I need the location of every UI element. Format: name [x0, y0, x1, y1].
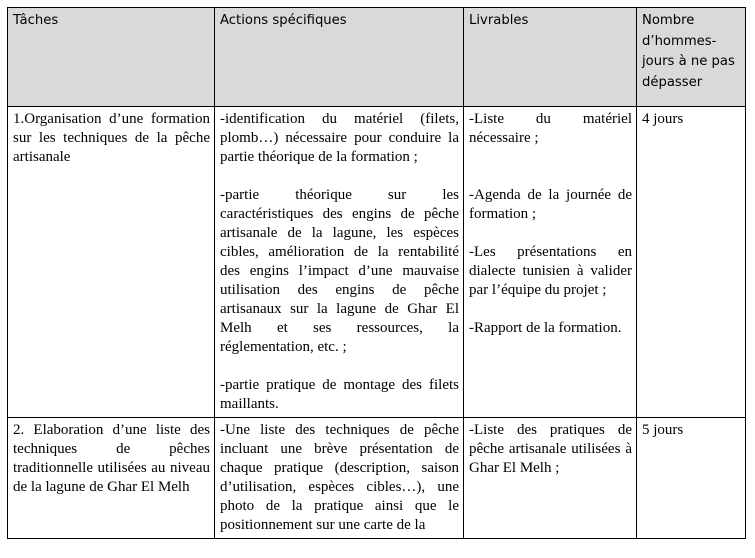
table-row	[8, 107, 746, 418]
days-cell	[637, 107, 746, 418]
deliverable-item: -Agenda de la journée de formation ;	[469, 187, 632, 222]
deliverables-cell	[464, 107, 637, 418]
header-deliverables: Livrables	[464, 8, 637, 107]
actions-cell	[215, 107, 464, 418]
days-value: 5 jours	[642, 422, 684, 438]
table-header-row	[8, 8, 746, 107]
action-item: -partie théorique sur les caractéristiques des engins de pêche artisanale de la lagune, les espèces cibles, amélioration de la rentabilité des engins l’impact d’une mauvaise utilisation des engins de pêche artisanaux sur la lagune de Ghar El Melh et ses ressources, la réglementation, etc. ;	[220, 187, 459, 355]
task-text: 1.Organisation d’une formation sur les techniques de la pêche artisanale	[13, 111, 210, 165]
table-row	[8, 418, 746, 539]
header-actions: Actions spécifiques	[215, 8, 464, 107]
deliverable-item: -Liste des pratiques de pêche artisanale utilisées à Ghar El Melh ;	[469, 422, 632, 476]
action-item: -identification du matériel (filets, plomb…) nécessaire pour conduire la partie théorique de la formation ;	[220, 111, 459, 165]
header-days: Nombre d’hommes-jours à ne pas dépasser	[637, 8, 746, 107]
deliverable-item: -Rapport de la formation.	[469, 320, 622, 336]
tasks-table	[7, 7, 746, 539]
task-cell	[8, 418, 215, 539]
deliverable-item: -Liste du matériel nécessaire ;	[469, 111, 632, 146]
action-item: -Une liste des techniques de pêche incluant une brève présentation de chaque pratique (description, saison d’utilisation, espèces cibles…), une photo de la pratique ainsi que le positionnement sur une carte de la	[220, 422, 459, 533]
header-tasks: Tâches	[8, 8, 215, 107]
task-text: 2. Elaboration d’une liste des techniques de pêches traditionnelle utilisées au niveau de la lagune de Ghar El Melh	[13, 422, 210, 495]
deliverables-cell	[464, 418, 637, 539]
days-value: 4 jours	[642, 111, 684, 127]
days-cell	[637, 418, 746, 539]
actions-cell	[215, 418, 464, 539]
task-cell	[8, 107, 215, 418]
deliverable-item: -Les présentations en dialecte tunisien à valider par l’équipe du projet ;	[469, 244, 632, 298]
action-item: -partie pratique de montage des filets maillants.	[220, 377, 459, 412]
